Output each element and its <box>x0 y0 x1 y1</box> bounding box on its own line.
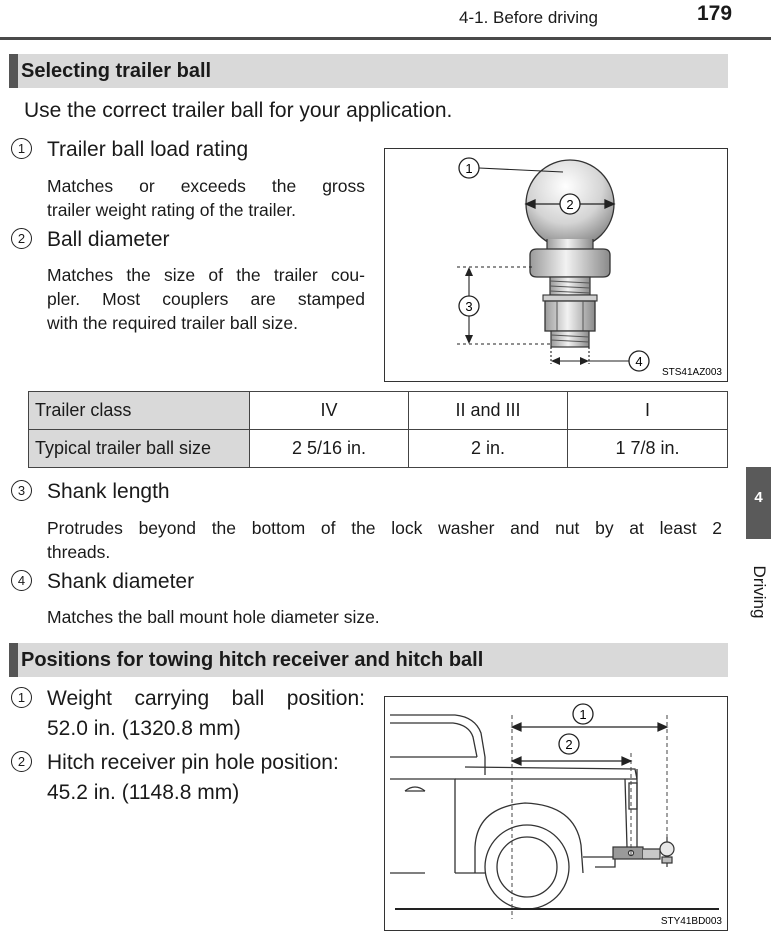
item-description: Protrudes beyond the bottom of the lock washer and nut by at least 2 threads. <box>47 518 722 562</box>
item-description: Hitch receiver pin hole position: 45.2 in. (1148.8 mm) <box>47 751 339 804</box>
table-cell: I <box>568 392 728 430</box>
page-number: 179 <box>697 2 733 25</box>
item-number: 4 <box>11 570 32 591</box>
section-title: Selecting trailer ball <box>21 60 212 82</box>
table-header-cell: Trailer class <box>29 392 250 430</box>
table-cell: II and III <box>409 392 568 430</box>
table-cell: 2 5/16 in. <box>250 430 409 468</box>
item-number: 1 <box>11 138 32 159</box>
svg-text:1: 1 <box>465 161 473 176</box>
item-number: 2 <box>11 228 32 249</box>
section-heading-bar <box>9 54 728 88</box>
svg-text:2: 2 <box>565 737 573 752</box>
section-heading-marker <box>9 643 18 677</box>
svg-text:1: 1 <box>579 707 587 722</box>
item-description: Weight carrying ball position: 52.0 in. (1320.8 mm) <box>47 687 365 740</box>
table-row <box>29 392 728 430</box>
table-cell: 2 in. <box>409 430 568 468</box>
chapter-tab: 4 <box>746 467 771 539</box>
svg-text:4: 4 <box>635 354 643 369</box>
trailer-ball-size-table <box>28 391 728 468</box>
truck-hitch-illustration <box>385 697 727 930</box>
item-description: Matches the size of the trailer cou- pler. Most couplers are stamped with the required trailer ball size. <box>47 265 365 333</box>
item-title: Shank diameter <box>47 570 195 593</box>
figure-code: STY41BD003 <box>660 916 722 927</box>
running-header-section: 4-1. Before driving <box>459 8 598 27</box>
item-title: Ball diameter <box>47 228 170 251</box>
table-header-cell: Typical trailer ball size <box>29 430 250 468</box>
item-description: Matches the ball mount hole diameter size. <box>47 607 380 627</box>
figure-code: STS41AZ003 <box>661 367 722 378</box>
item-description: Matches or exceeds the gross trailer weight rating of the trailer. <box>47 176 365 220</box>
svg-text:3: 3 <box>465 299 473 314</box>
trailer-ball-figure <box>384 148 728 382</box>
section-heading-marker <box>9 54 18 88</box>
item-title: Shank length <box>47 480 170 503</box>
table-cell: IV <box>250 392 409 430</box>
hitch-position-figure <box>384 696 728 931</box>
intro-text: Use the correct trailer ball for your application. <box>24 99 453 122</box>
trailer-ball-illustration <box>385 149 727 381</box>
table-cell: 1 7/8 in. <box>568 430 728 468</box>
header-rule <box>0 37 771 40</box>
item-number: 1 <box>11 687 32 708</box>
item-number: 2 <box>11 751 32 772</box>
section-heading-bar <box>9 643 728 677</box>
item-title: Trailer ball load rating <box>47 138 249 161</box>
item-number: 3 <box>11 480 32 501</box>
section-title: Positions for towing hitch receiver and hitch ball <box>21 649 484 671</box>
table-row <box>29 430 728 468</box>
svg-text:2: 2 <box>566 197 574 212</box>
chapter-tab-label: Driving <box>750 565 769 619</box>
